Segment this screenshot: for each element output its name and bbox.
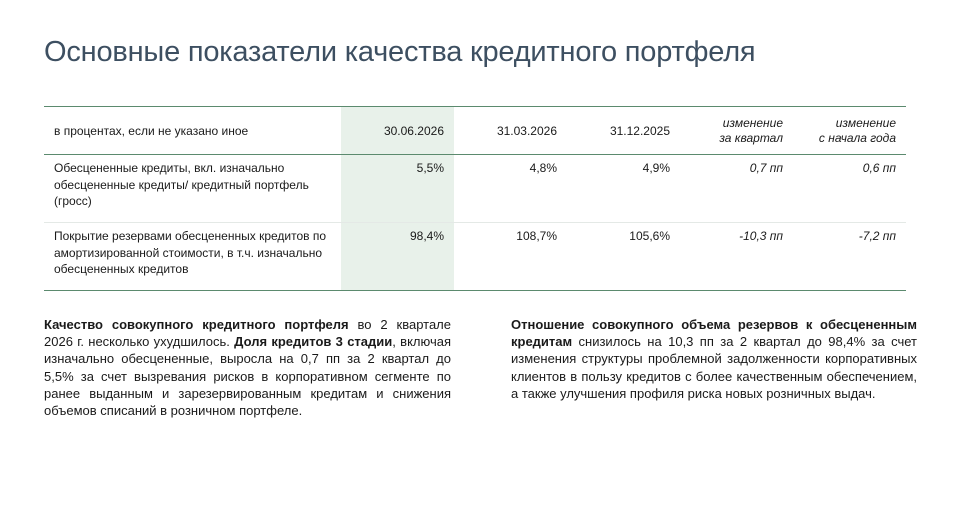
cell-value: 105,6% [629,229,670,243]
commentary-left-text-1: во 2 квартале 2026 г. несколько ухудшилось. [44,317,451,350]
table-row [44,155,906,223]
header-change-quarter-line2: за квартал [719,130,783,145]
commentary-right-bold-1: Отношение совокупного объема резервов к обесцененным кредитам [511,317,917,350]
cell-change-ytd: 0,6 пп [862,161,896,175]
table-header-row [44,107,906,155]
header-change-quarter-line1: изменение [722,115,783,130]
credit-quality-table-wrapper [44,106,906,291]
commentary-left-paragraph [44,316,451,419]
header-change-ytd-line2: с начала года [818,130,896,145]
credit-quality-table [44,106,906,291]
header-change-ytd-line1: изменение [835,115,896,130]
table-row [44,223,906,291]
header-date-30-06-2026: 30.06.2026 [341,107,454,155]
cell-value: 98,4% [341,223,454,291]
commentary-left-bold-2: Доля кредитов 3 стадии [234,334,393,350]
cell-change-quarter: 0,7 пп [749,161,783,175]
commentary-right-text-1: снизилось на 10,3 пп за 2 квартал до 98,4% за счет изменения структуры проблемной задолженности корпоративных клиентов в пользу кредитов с более качественным обеспечением, а также улучшения профиля риска новых розничных выдач. [511,334,917,401]
row-label-impaired-loans: Обесцененные кредиты, вкл. изначально обесцененные кредиты/ кредитный портфель (гросс) [54,161,309,208]
page-title: Основные показатели качества кредитного портфеля [44,36,756,68]
commentary-left-bold-1: Качество совокупного кредитного портфеля [44,317,349,332]
header-units-label: в процентах, если не указано иное [54,123,249,138]
cell-change-quarter: -10,3 пп [739,229,783,243]
cell-value: 4,9% [642,161,670,175]
header-date-31-03-2026: 31.03.2026 [496,123,557,138]
cell-value: 4,8% [529,161,557,175]
row-label-reserve-coverage: Покрытие резервами обесцененных кредитов по амортизированной стоимости, в т.ч. изначально обесцененных кредитов [54,229,327,276]
header-change-ytd [793,107,906,155]
cell-value: 5,5% [341,155,454,223]
commentary-left-text-2: , включая изначально обесцененные, выросла на 0,7 пп за 2 квартал до 5,5% за счет вызревания рисков в корпоративном сегменте по ранее выданным и зарезервированным кредитам и снижения объемов списаний в розничном портфеле. [44,334,452,419]
header-date-31-12-2025: 31.12.2025 [609,123,670,138]
commentary-right-paragraph [511,316,917,402]
cell-change-ytd: -7,2 пп [858,229,896,243]
header-change-quarter [680,107,793,155]
cell-value: 108,7% [516,229,557,243]
